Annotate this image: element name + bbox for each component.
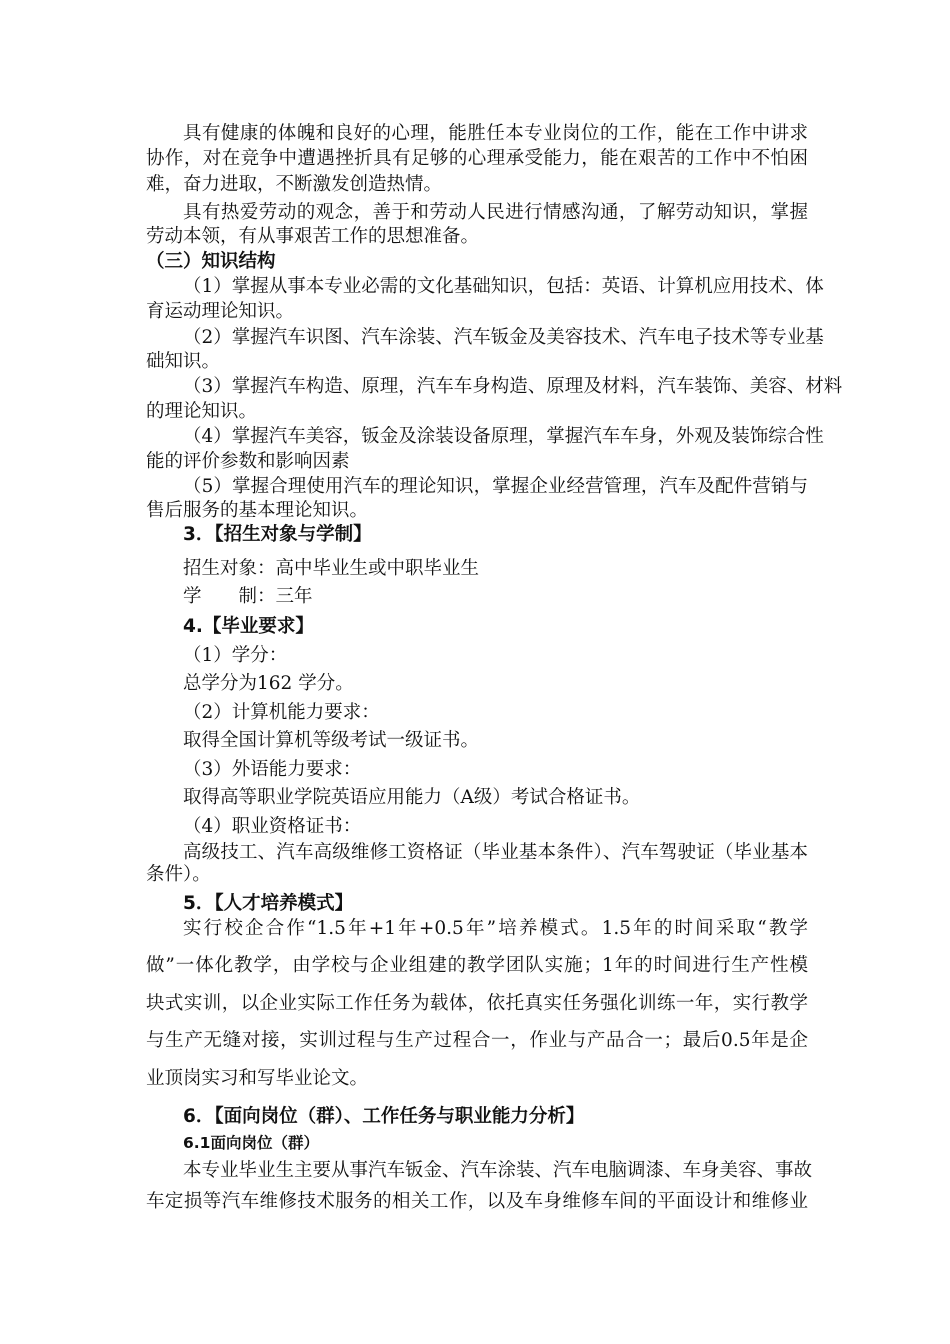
paragraph-line: （3）掌握汽车构造、原理，汽车车身构造、原理及材料，汽车装饰、美容、材料: [183, 376, 843, 397]
section-heading: 4.【毕业要求】: [183, 616, 314, 637]
paragraph-line: 业顶岗实习和写毕业论文。: [146, 1068, 369, 1089]
paragraph-line: 车定损等汽车维修技术服务的相关工作，以及车身维修车间的平面设计和维修业: [146, 1191, 808, 1212]
paragraph-line: 与生产无缝对接，实训过程与生产过程合一，作业与产品合一；最后0.5年是企: [146, 1030, 808, 1051]
paragraph-line: 招生对象：高中毕业生或中职毕业生: [183, 558, 480, 579]
paragraph-line: 难，奋力进取，不断激发创造热情。: [146, 174, 443, 195]
paragraph-line: 实行校企合作“1.5年+1年+0.5年”培养模式。1.5年的时间采取“教学: [183, 918, 808, 939]
paragraph-line: 总学分为162 学分。: [183, 673, 354, 694]
paragraph-line: 条件）。: [146, 864, 211, 885]
paragraph-line: 具有热爱劳动的观念，善于和劳动人民进行情感沟通，了解劳动知识，掌握: [183, 202, 808, 223]
paragraph-line: 高级技工、汽车高级维修工资格证（毕业基本条件）、汽车驾驶证（毕业基本: [183, 842, 808, 863]
paragraph-line: （2）计算机能力要求：: [183, 702, 380, 723]
paragraph-line: （4）职业资格证书：: [183, 816, 362, 837]
paragraph-line: 的理论知识。: [146, 401, 258, 422]
section-heading: 3．【招生对象与学制】: [183, 524, 372, 545]
paragraph-line: 具有健康的体魄和良好的心理，能胜任本专业岗位的工作，能在工作中讲求: [183, 123, 808, 144]
section-heading: 6．【面向岗位（群）、工作任务与职业能力分析】: [183, 1106, 585, 1127]
paragraph-line: 劳动本领，有从事艰苦工作的思想准备。: [146, 226, 480, 247]
paragraph-line: 能的评价参数和影响因素: [146, 451, 350, 472]
paragraph-line: （3）外语能力要求：: [183, 759, 362, 780]
paragraph-line: （2）掌握汽车识图、汽车涂装、汽车钣金及美容技术、汽车电子技术等专业基: [183, 327, 824, 348]
paragraph-line: 础知识。: [146, 351, 221, 372]
paragraph-line: 取得全国计算机等级考试一级证书。: [183, 730, 480, 751]
paragraph-line: 协作，对在竞争中遭遇挫折具有足够的心理承受能力，能在艰苦的工作中不怕困: [146, 148, 808, 169]
section-heading: （三）知识结构: [146, 251, 276, 272]
paragraph-line: （1）掌握从事本专业必需的文化基础知识，包括：英语、计算机应用技术、体: [183, 276, 824, 297]
paragraph-line: （4）掌握汽车美容，钣金及涂装设备原理，掌握汽车车身，外观及装饰综合性: [183, 426, 824, 447]
paragraph-line: 售后服务的基本理论知识。: [146, 500, 369, 521]
paragraph-line: 取得高等职业学院英语应用能力（A级）考试合格证书。: [183, 787, 641, 808]
section-heading: 5．【人才培养模式】: [183, 893, 354, 914]
paragraph-line: 块式实训，以企业实际工作任务为载体，依托真实任务强化训练一年，实行教学: [146, 993, 808, 1014]
subsection-heading: 6.1面向岗位（群）: [183, 1134, 319, 1152]
paragraph-line: （5）掌握合理使用汽车的理论知识，掌握企业经营管理，汽车及配件营销与: [183, 476, 808, 497]
paragraph-line: 本专业毕业生主要从事汽车钣金、汽车涂装、汽车电脑调漆、车身美容、事故: [183, 1160, 813, 1181]
paragraph-line: 做”一体化教学，由学校与企业组建的教学团队实施；1年的时间进行生产性模: [146, 955, 808, 976]
paragraph-line: 学 制：三年: [183, 586, 313, 607]
paragraph-line: 育运动理论知识。: [146, 301, 295, 322]
paragraph-line: （1）学分：: [183, 645, 288, 666]
